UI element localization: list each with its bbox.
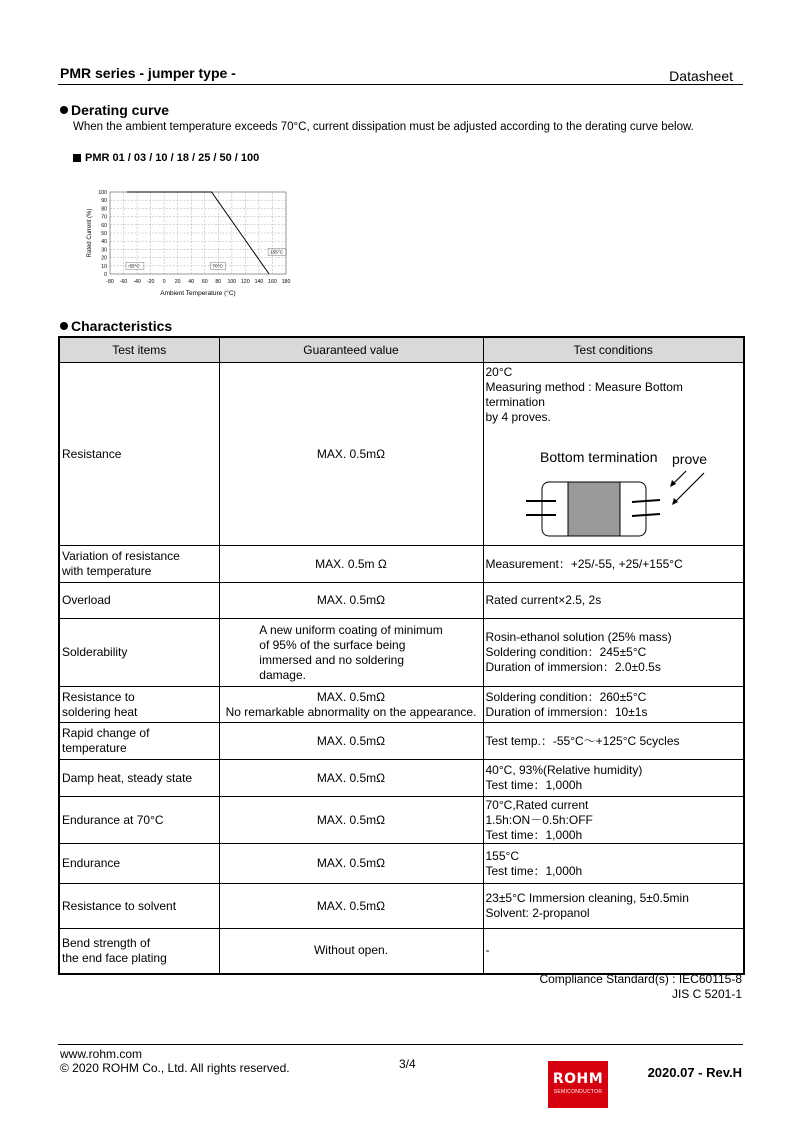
item-cell [59, 760, 219, 797]
item-line: with temperature [62, 564, 152, 578]
conditions-line: Rated current×2.5, 2s [485, 593, 602, 607]
y-tick-label: 60 [101, 222, 107, 229]
item-line: soldering heat [62, 704, 138, 719]
item-cell [59, 619, 219, 687]
bullet-icon [60, 106, 68, 114]
bullet-icon [60, 322, 68, 330]
y-axis-label: Rated Current (%) [87, 208, 93, 258]
y-tick-label: 50 [101, 231, 107, 237]
x-tick-label: 120 [241, 279, 250, 285]
derating-section-title [60, 102, 169, 118]
characteristics-section-title [60, 318, 172, 334]
copyright: © 2020 ROHM Co., Ltd. All rights reserved. [60, 1061, 290, 1075]
conditions-line: Soldering condition：245±5°C [485, 645, 647, 659]
y-tick-label: 100 [98, 190, 107, 196]
derating-intro: When the ambient temperature exceeds 70°C, current dissipation must be adjusted according to the derating curve below. [73, 121, 694, 133]
conditions-line: Test time：1,000h [485, 863, 583, 878]
y-tick-label: 80 [101, 206, 107, 213]
y-tick-label: 90 [101, 198, 107, 205]
conditions-cell [483, 363, 744, 546]
value-cell [219, 546, 483, 583]
conditions-cell [483, 929, 744, 974]
conditions-cell [483, 583, 744, 619]
item-line: Damp heat, steady state [62, 770, 193, 785]
x-tick-label: -20 [146, 279, 155, 285]
condition-line: 20°C [485, 365, 513, 379]
item-line: temperature [62, 741, 127, 755]
conditions-line: Measurement：+25/-55, +25/+155°C [485, 556, 683, 571]
conditions-cell [483, 687, 744, 723]
annotation-label: 155°C [270, 249, 283, 255]
item-line: Resistance to solvent [62, 898, 177, 913]
compliance-line: Compliance Standard(s) : IEC60115-8 [539, 972, 742, 986]
arrow-icon [674, 473, 704, 503]
document-type: Datasheet [669, 68, 733, 84]
value-line: Without open. [313, 943, 389, 958]
value-line: MAX. 0.5mΩ [316, 593, 386, 607]
product-subheading [73, 152, 259, 164]
arrowhead-icon [672, 498, 678, 505]
conditions-line: 70°C,Rated current [485, 797, 589, 812]
x-tick-label: 20 [174, 279, 181, 285]
logo-subtext: SEMICONDUCTOR [553, 1089, 603, 1095]
y-tick-label: 40 [101, 239, 107, 246]
table-header-row [59, 337, 744, 363]
header-guaranteed-value: Guaranteed value [219, 337, 483, 363]
website-link[interactable]: www.rohm.com [60, 1047, 143, 1061]
conditions-line: Test time：1,000h [485, 778, 583, 792]
x-tick-label: 160 [268, 279, 277, 285]
item-line: Overload [62, 593, 111, 607]
conditions-line: Soldering condition：260±5°C [485, 689, 647, 704]
value-cell [219, 687, 483, 723]
header-divider [58, 84, 743, 85]
rohm-logo [548, 1061, 608, 1108]
square-bullet-icon [73, 154, 81, 162]
table-row [59, 760, 744, 797]
table-row [59, 723, 744, 760]
x-tick-label: -60 [119, 279, 128, 285]
item-cell [59, 929, 219, 974]
product-subheading-text: PMR 01 / 03 / 10 / 18 / 25 / 50 / 100 [85, 152, 260, 164]
diagram-label: Bottom termination [539, 449, 657, 465]
value-line: MAX. 0.5mΩ [316, 733, 386, 748]
value-line: immersed and no soldering [259, 652, 405, 667]
footer-info [60, 1047, 290, 1075]
condition-line: Measuring method : Measure Bottom termination [485, 380, 683, 409]
value-line: MAX. 0.5mΩ [316, 689, 386, 704]
table-row [59, 546, 744, 583]
table-row [59, 687, 744, 723]
value-line: MAX. 0.5m Ω [315, 556, 387, 571]
conditions-cell [483, 760, 744, 797]
value-cell [219, 884, 483, 929]
item-cell: Resistance [59, 363, 219, 546]
item-line: Rapid change of [62, 726, 150, 740]
conditions-line: 40°C, 93%(Relative humidity) [485, 763, 643, 777]
document-title: PMR series - jumper type - [60, 65, 236, 81]
x-tick-label: 100 [227, 279, 237, 285]
y-tick-label: 0 [104, 272, 107, 278]
table-row [59, 844, 744, 884]
conditions-line: - [485, 943, 490, 958]
value-line: No remarkable abnormality on the appearance. [225, 704, 477, 719]
table-row [59, 884, 744, 929]
value-line: MAX. 0.5mΩ [316, 812, 386, 827]
conditions-line: Duration of immersion：10±1s [485, 704, 648, 719]
y-tick-label: 70 [101, 214, 107, 221]
conditions-line: Test temp.：-55°C～+125°C 5cycles [485, 733, 680, 748]
compliance-line: JIS C 5201-1 [671, 987, 742, 1001]
value-cell [219, 619, 483, 687]
item-line: Variation of resistance [62, 549, 180, 563]
value-cell [219, 760, 483, 797]
condition-line: by 4 proves. [485, 410, 551, 424]
conditions-line: Solvent: 2-propanol [485, 906, 590, 920]
derating-chart [80, 180, 300, 302]
bottom-termination-diagram [486, 445, 741, 545]
arrowhead-icon [670, 480, 676, 487]
x-tick-label: 60 [201, 279, 208, 285]
footer-divider [58, 1044, 743, 1045]
value-line: MAX. 0.5mΩ [316, 856, 386, 870]
table-row [59, 619, 744, 687]
page-number: 3/4 [399, 1057, 416, 1071]
conditions-cell [483, 723, 744, 760]
conditions-line: Test time：1,000h [485, 827, 583, 842]
item-cell [59, 884, 219, 929]
conditions-line: Duration of immersion：2.0±0.5s [485, 660, 661, 674]
x-tick-label: -40 [133, 279, 141, 285]
compliance-standards [539, 972, 742, 1002]
table-row [59, 363, 744, 546]
item-line: the end face plating [62, 950, 167, 965]
derating-title-text: Derating curve [71, 102, 170, 118]
value-cell: MAX. 0.5mΩ [219, 363, 483, 546]
value-cell [219, 723, 483, 760]
item-line: Solderability [62, 645, 128, 659]
x-tick-label: 40 [188, 279, 195, 285]
conditions-cell [483, 884, 744, 929]
header-test-items: Test items [59, 337, 219, 363]
x-tick-label: 0 [162, 279, 166, 285]
value-cell [219, 797, 483, 844]
item-line: Endurance at 70°C [62, 812, 164, 827]
value-line: damage. [259, 667, 306, 682]
resistor-element [568, 482, 620, 536]
conditions-cell [483, 619, 744, 687]
item-cell [59, 844, 219, 884]
y-tick-label: 10 [101, 263, 107, 270]
value-line: MAX. 0.5mΩ [316, 898, 386, 913]
item-cell [59, 723, 219, 760]
table-row [59, 929, 744, 974]
x-tick-label: 180 [281, 279, 291, 285]
revision: 2020.07 - Rev.H [647, 1065, 742, 1080]
diagram-probe-label: prove [671, 451, 707, 467]
value-text-block [259, 623, 442, 683]
table-row [59, 583, 744, 619]
logo-text: ROHM [552, 1071, 604, 1087]
item-line: Endurance [62, 856, 121, 870]
item-cell [59, 546, 219, 583]
conditions-line: Rosin-ethanol solution (25% mass) [485, 630, 672, 644]
x-tick-label: 80 [215, 279, 222, 285]
annotation-label: -55°C [127, 263, 140, 269]
annotation-label: 70°C [212, 263, 223, 269]
value-line: A new uniform coating of minimum [259, 622, 443, 637]
header-test-conditions: Test conditions [483, 337, 744, 363]
table-row [59, 797, 744, 844]
value-line: of 95% of the surface being [259, 637, 406, 652]
value-cell [219, 929, 483, 974]
value-cell [219, 844, 483, 884]
conditions-cell [483, 844, 744, 884]
conditions-cell [483, 546, 744, 583]
item-cell [59, 687, 219, 723]
conditions-line: 1.5h:ON－0.5h:OFF [485, 812, 593, 827]
characteristics-title-text: Characteristics [71, 318, 173, 334]
item-line: Bend strength of [62, 935, 151, 950]
x-tick-label: 140 [254, 279, 264, 285]
conditions-cell [483, 797, 744, 844]
characteristics-table [58, 336, 745, 975]
y-tick-label: 30 [101, 247, 107, 254]
x-axis-label: Ambient Temperature (°C) [160, 290, 236, 297]
conditions-line: 23±5°C Immersion cleaning, 5±0.5min [485, 891, 689, 905]
y-tick-label: 20 [101, 255, 107, 262]
item-line: Resistance to [62, 689, 135, 704]
value-cell [219, 583, 483, 619]
conditions-line: 155°C [485, 848, 519, 863]
item-cell [59, 797, 219, 844]
item-cell [59, 583, 219, 619]
x-tick-label: -80 [106, 279, 114, 285]
value-line: MAX. 0.5mΩ [316, 770, 386, 785]
